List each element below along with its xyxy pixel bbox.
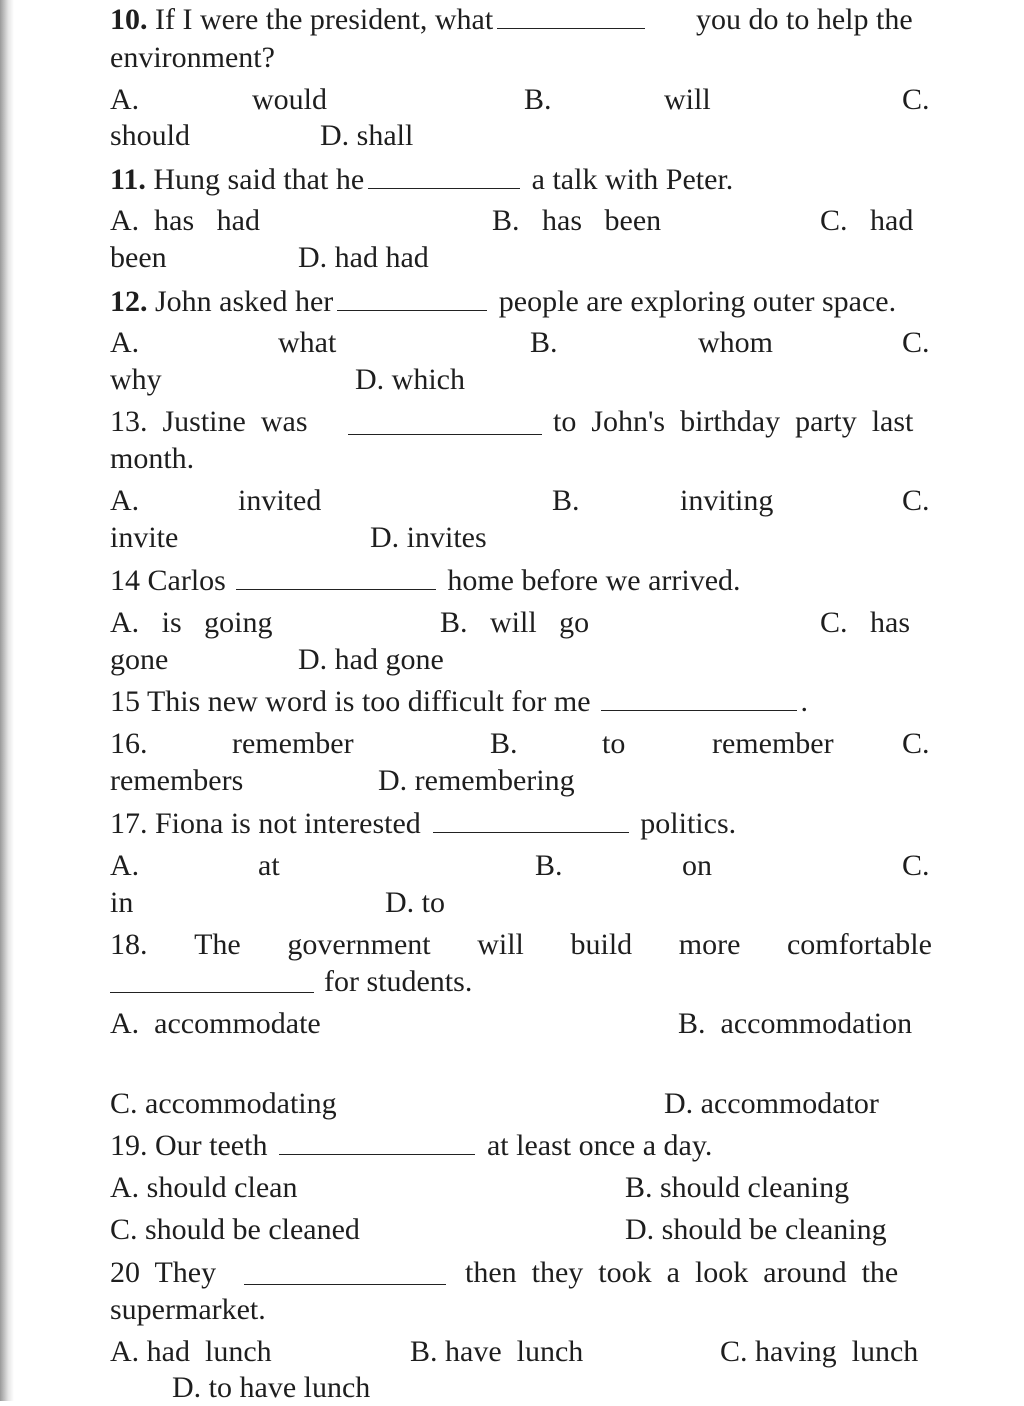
option-b[interactable]: B. have lunch <box>410 1335 584 1368</box>
question-20-stem: 20 They <box>110 1256 217 1289</box>
option-a[interactable]: A. should clean <box>110 1171 298 1204</box>
answer-blank[interactable] <box>348 408 542 435</box>
option-c[interactable]: remembers <box>110 764 244 797</box>
question-18-line1: 18. The government will build more comfortable <box>110 928 932 961</box>
option-b[interactable]: on <box>682 849 712 882</box>
option-a[interactable]: A. has had <box>110 204 260 237</box>
option-b[interactable]: will <box>664 83 711 116</box>
option-d[interactable]: D. shall <box>320 119 414 152</box>
question-11-stem: 11. Hung said that he a talk with Peter. <box>110 163 734 196</box>
option-d[interactable]: D. should be cleaning <box>625 1213 887 1246</box>
question-19-stem: 19. Our teeth at least once a day. <box>110 1129 713 1162</box>
option-c[interactable]: C. should be cleaned <box>110 1213 360 1246</box>
answer-blank[interactable] <box>497 2 645 29</box>
answer-blank[interactable] <box>433 806 629 833</box>
option-d[interactable]: D. invites <box>370 521 487 554</box>
answer-blank[interactable] <box>337 284 487 311</box>
option-a[interactable]: A. is going <box>110 606 273 639</box>
option-d[interactable]: D. accommodator <box>664 1087 879 1120</box>
option-b[interactable]: B. will go <box>440 606 590 639</box>
option-d[interactable]: D. had gone <box>298 643 444 676</box>
question-13-stem: 13. Justine was <box>110 405 308 438</box>
answer-blank[interactable] <box>279 1128 475 1155</box>
question-14-stem: 14 Carlos home before we arrived. <box>110 564 741 597</box>
option-a[interactable]: invited <box>238 484 322 517</box>
question-17-stem: 17. Fiona is not interested politics. <box>110 807 737 840</box>
option-a[interactable]: A. accommodate <box>110 1007 321 1040</box>
answer-blank[interactable] <box>110 966 314 993</box>
option-b[interactable]: inviting <box>680 484 774 517</box>
option-c[interactable]: C. had <box>820 204 914 237</box>
option-c[interactable]: in <box>110 886 134 919</box>
option-a[interactable]: remember <box>232 727 354 760</box>
option-d[interactable]: D. remembering <box>378 764 575 797</box>
option-d[interactable]: D. which <box>355 363 465 396</box>
option-d[interactable]: D. had had <box>298 241 429 274</box>
answer-blank[interactable] <box>601 684 797 711</box>
option-c[interactable]: should <box>110 119 191 152</box>
option-d[interactable]: D. to have lunch <box>172 1371 371 1404</box>
option-b[interactable]: B. accommodation <box>678 1007 913 1040</box>
option-a[interactable]: would <box>252 83 327 116</box>
option-a[interactable]: what <box>278 326 337 359</box>
option-a[interactable]: at <box>258 849 280 882</box>
option-c[interactable]: why <box>110 363 162 396</box>
answer-blank[interactable] <box>236 563 436 590</box>
question-10-line1: 10. If I were the president, what <box>110 2 649 38</box>
option-c[interactable]: invite <box>110 521 179 554</box>
option-b[interactable]: B. should cleaning <box>625 1171 850 1204</box>
option-c-key: C. <box>902 83 930 116</box>
question-12-stem: 12. John asked her people are exploring outer space. <box>110 285 897 318</box>
option-b[interactable]: whom <box>698 326 773 359</box>
option-b-key: B. <box>524 83 552 116</box>
option-a-key: A. <box>110 83 140 116</box>
option-b[interactable]: to <box>602 727 626 760</box>
option-a[interactable]: A. had lunch <box>110 1335 272 1368</box>
option-d[interactable]: D. to <box>385 886 445 919</box>
option-c[interactable]: C. having lunch <box>720 1335 919 1368</box>
option-c[interactable]: C. accommodating <box>110 1087 337 1120</box>
worksheet-page: 10. If I were the president, what you do to help the environment? A. would B. will C. should D. shall 11. Hung said that he a talk with Peter. A. has had B. has been C. had been D. had had 12. John asked her people are exploring outer space. A. what B. whom C. why D. which 13. Justine was to John's birthday party last month. A. invited B. inviting C. invite D. invites 14 Carlos home before we arrived. A. is going B. will go C. has gone D. had gone 15 This new word is too difficult for me . 16. remember B. to remember C. remembers D. remembering 17. Fiona is not interested politics. A. at B. on C. in D. to 18. The government will build more comfortable for students. A. accommodate B. accommodation C. accommodating D. accommodator 19. Our teeth at least once a day. A. should clean B. should cleaning C. should be cleaned D. should be cleaning 20 They then they took a look around the supermarket. A. had lunch B. have lunch C. having lunch D. to have lunch <box>110 3 932 1404</box>
option-c[interactable]: C. has <box>820 606 910 639</box>
question-15-stem: 15 This new word is too difficult for me . <box>110 685 809 718</box>
answer-blank[interactable] <box>368 162 520 189</box>
answer-blank[interactable] <box>244 1258 446 1285</box>
option-b[interactable]: B. has been <box>492 204 662 237</box>
